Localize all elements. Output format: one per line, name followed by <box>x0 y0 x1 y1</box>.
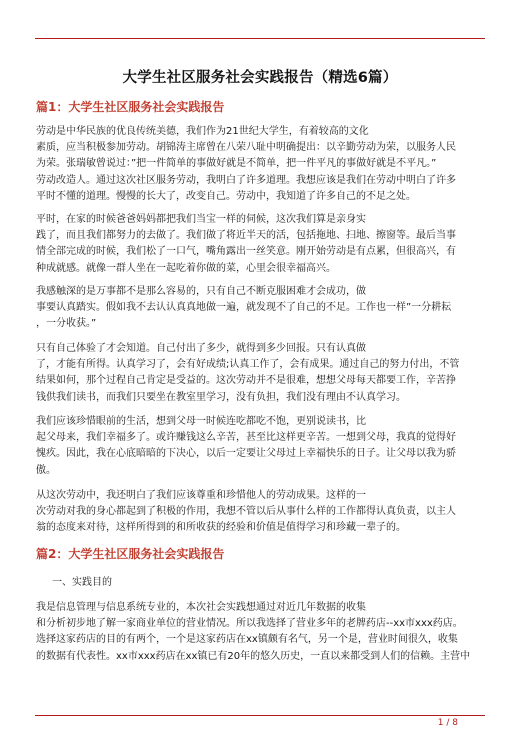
paragraph-line: 践了，而且我们都努力的去做了。我们做了将近半天的活，包括拖地、扫地、擦窗等。最后当事 <box>36 230 456 242</box>
header-rule <box>35 38 485 39</box>
paragraph-line: ，一分收获。” <box>36 318 97 330</box>
paragraph-line: 情全部完成的时候，我们松了一口气，嘴角露出一丝笑意。刚开始劳动是有点累，但很高兴，有 <box>36 246 456 258</box>
paragraph-line: 平时，在家的时候爸爸妈妈都把我们当宝一样的伺候，这次我们算是亲身实 <box>36 214 366 225</box>
paragraph-line: 平时不懂的道理。慢慢的长大了，改变自己。劳动中，我知道了许多自己的不足之处。 <box>36 190 416 202</box>
paragraph-1 <box>36 124 486 205</box>
footer-rule <box>35 715 485 716</box>
paragraph-line: 从这次劳动中，我还明白了我们应该尊重和珍惜他人的劳动成果。这样的一 <box>36 490 366 501</box>
paragraph-line: 劳动是中华民族的优良传统美德，我们作为21世纪大学生，有着较高的文化 <box>36 126 369 137</box>
paragraph-3 <box>36 284 486 333</box>
paragraph-line: 了，才能有所得。认真学习了，会有好成绩;认真工作了，会有成果。通过自己的努力付出，不管 <box>36 359 460 371</box>
paragraph-line: 我们应该珍惜眼前的生活，想到父母一时候连吃都吃不饱，更别说读书，比 <box>36 416 366 427</box>
paragraph-line: 的数据有代表性。xx市xxx药店在xx镇已有20年的悠久历史，一直以来都受到人们的信赖。主营中 <box>36 650 471 662</box>
paragraph-2 <box>36 212 486 277</box>
paragraph-line: 素质，应当积极参加劳动。胡锦涛主席曾在八荣八耻中明确提出：以辛勤劳动为荣，以服务人民 <box>36 142 456 154</box>
paragraph-line: 只有自己体验了才会知道。自己付出了多少，就得到多少回报。只有认真做 <box>36 343 366 354</box>
paragraph-line: 起父母来，我们幸福多了。或许赚钱这么辛苦，甚至比这样更辛苦。一想到父母，我真的觉得好 <box>36 432 456 444</box>
paragraph-line: 我是信息管理与信息系统专业的，本次社会实践想通过对近几年数据的收集 <box>36 602 366 613</box>
paragraph-5 <box>36 414 486 479</box>
section-heading-2: 篇2：大学生社区服务社会实践报告 <box>36 547 225 561</box>
paragraph-line: 翁的态度来对待，这样所得到的和所收获的经验和价值是值得学习和珍藏一辈子的。 <box>36 522 406 534</box>
paragraph-line: 钱供我们读书，而我们只要坐在教室里学习，没有负担，我们没有理由不认真学习。 <box>36 391 406 403</box>
paragraph-4 <box>36 341 486 406</box>
paragraph-line: 我感触深的是万事都不是那么容易的，只有自己不断克服困难才会成功，做 <box>36 286 366 297</box>
paragraph-line: 傲。 <box>36 464 56 476</box>
paragraph-line: 种成就感。就像一群人坐在一起吃着你做的菜，心里会很幸福高兴。 <box>36 262 336 274</box>
paragraph-line: 结果如何，那个过程自己肯定是受益的。这次劳动并不是很难，想想父母每天都要工作，辛苦挣 <box>36 375 456 387</box>
paragraph-7 <box>36 600 486 665</box>
paragraph-6 <box>36 488 486 537</box>
paragraph-line: 事要认真踏实。假如我不去认认真真地做一遍，就发现不了自己的不足。工作也一样”一分耕耘 <box>36 302 452 314</box>
subsection-heading: 一、实践目的 <box>52 577 112 588</box>
paragraph-line: 劳动改造人。通过这次社区服务劳动，我明白了许多道理。我想应该是我们在劳动中明白了许多 <box>36 174 456 186</box>
paragraph-line: 和分析初步地了解一家商业单位的营业情况。所以我选择了营业多年的老牌药店--xx市xxx药店。 <box>36 618 463 630</box>
paragraph-line: 选择这家药店的目的有两个，一个是这家药店在xx镇颇有名气，另一个是，营业时间很久，收集 <box>36 634 458 646</box>
document-title: 大学生社区服务社会实践报告（精选6篇） <box>122 70 398 86</box>
paragraph-line: 次劳动对我的身心都起到了积极的作用，我想不管以后从事什么样的工作都得认真负责，以主人 <box>36 506 456 518</box>
paragraph-line: 愧疚。因此，我在心底暗暗的下决心，以后一定要让父母过上幸福快乐的日子。让父母以我为骄 <box>36 448 456 460</box>
section-heading-1: 篇1：大学生社区服务社会实践报告 <box>36 100 225 114</box>
page-indicator: 1 / 8 <box>437 718 458 728</box>
paragraph-line: 为荣。张瑞敏曾说过：”把一件简单的事做好就是不简单，把一件平凡的事做好就是不平凡。” <box>36 158 437 170</box>
